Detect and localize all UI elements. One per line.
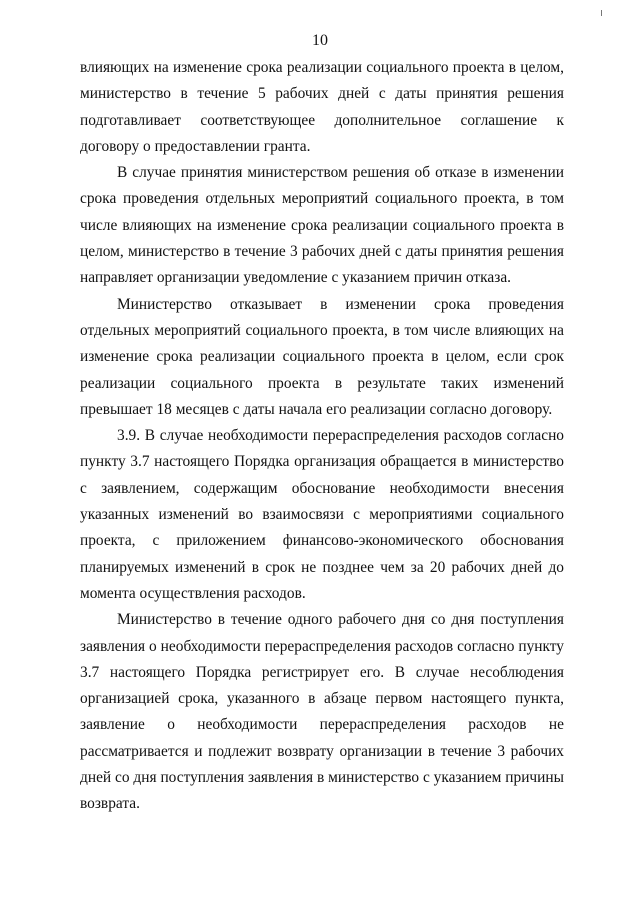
page-number: 10 bbox=[312, 32, 328, 49]
paragraph-continuation: влияющих на изменение срока реализации социального проекта в целом, министерство в течение 5 рабочих дней с даты принятия решения подготавливает соответствующее дополнительное соглашение к договору о предоставлении гранта. bbox=[80, 59, 564, 155]
paragraph-section-3-9: 3.9. В случае необходимости перераспределения расходов согласно пункту 3.7 настоящего Порядка организация обращается в министерство с заявлением, содержащим обоснование необходимости внесения указанных изменений во взаимосвязи с мероприятиями социального проекта, с приложением финансово-экономического обоснования планируемых изменений в срок не позднее чем за 20 рабочих дней до момента осуществления расходов. bbox=[80, 427, 564, 602]
scan-mark bbox=[601, 10, 602, 16]
paragraph: Министерство в течение одного рабочего дня со дня поступления заявления о необходимости перераспределения расходов согласно пункту 3.7 настоящего Порядка регистрирует его. В случае несоблюдения организацией срока, указанного в абзаце первом настоящего пункта, заявление о необходимости перераспределения расходов не рассматривается и подлежит возврату организации в течение 3 рабочих дней со дня поступления заявления в министерство с указанием причины возврата. bbox=[80, 611, 564, 813]
document-body bbox=[80, 55, 564, 818]
paragraph: В случае принятия министерством решения об отказе в изменении срока проведения отдельных мероприятий социального проекта, в том числе влияющих на изменение срока реализации социального проекта в целом, министерство в течение 3 рабочих дней с даты принятия решения направляет организации уведомление с указанием причин отказа. bbox=[80, 164, 564, 287]
paragraph: Министерство отказывает в изменении срока проведения отдельных мероприятий социального проекта, в том числе влияющих на изменение срока реализации социального проекта в целом, если срок реализации социального проекта в результате таких изменений превышает 18 месяцев с даты начала его реализации согласно договору. bbox=[80, 295, 564, 418]
